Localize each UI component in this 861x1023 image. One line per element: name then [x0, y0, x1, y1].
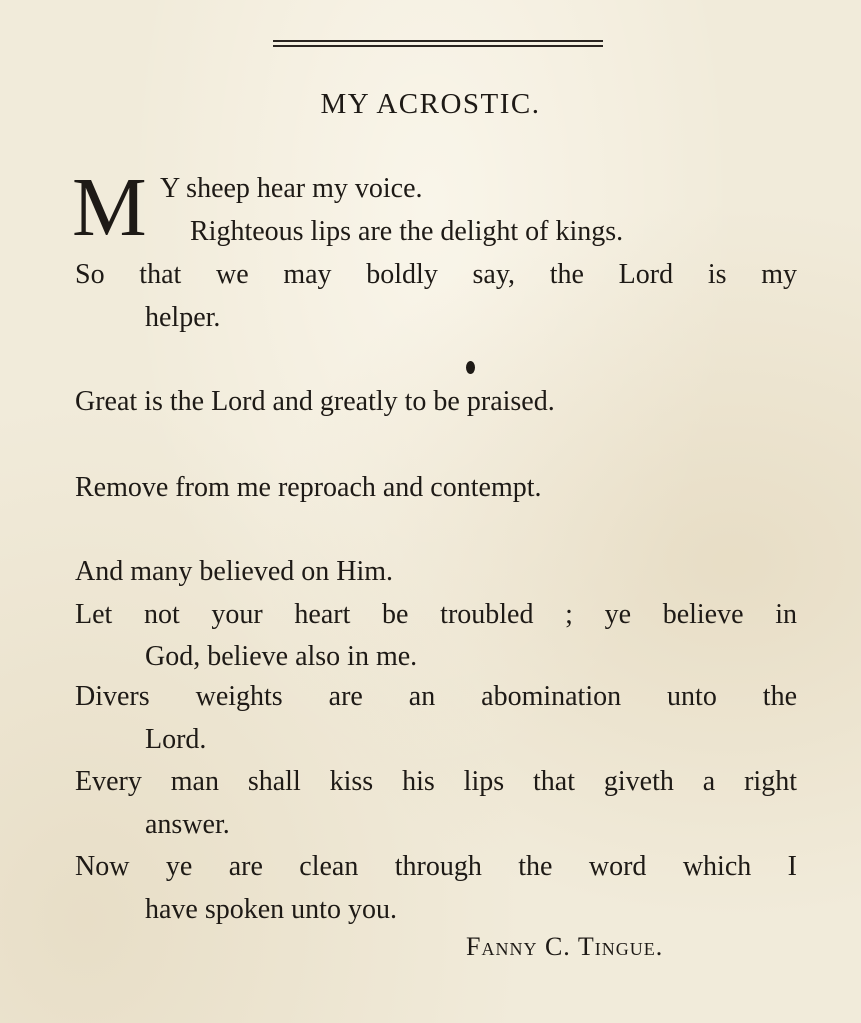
- poem-line-1: Y sheep hear my voice.: [160, 173, 423, 204]
- poem-line-8: Divers weights are an abomination unto the: [75, 681, 797, 712]
- top-rule: [273, 40, 603, 42]
- top-rule-second: [273, 45, 603, 47]
- poem-line-10: Now ye are clean through the word which I: [75, 851, 797, 882]
- poem-line-5: Remove from me reproach and contempt.: [75, 472, 542, 503]
- poem-line-3: So that we may boldly say, the Lord is my: [75, 259, 797, 290]
- ink-blot: [466, 361, 475, 374]
- poem-line-6: And many believed on Him.: [75, 556, 394, 587]
- poem-line-7-cont: God, believe also in me.: [145, 641, 418, 672]
- poem-line-9: Every man shall kiss his lips that giveth a right: [75, 766, 797, 797]
- author-signature: Fanny C. Tingue.: [466, 932, 664, 961]
- poem-line-2: Righteous lips are the delight of kings.: [190, 216, 624, 247]
- drop-cap: M: [72, 161, 147, 254]
- poem-line-9-cont: answer.: [145, 809, 230, 840]
- poem-line-4: Great is the Lord and greatly to be praised.: [75, 386, 555, 417]
- poem-line-10-cont: have spoken unto you.: [145, 894, 397, 925]
- poem-line-8-cont: Lord.: [145, 724, 207, 755]
- poem-line-3-cont: helper.: [145, 302, 221, 333]
- poem-title: MY ACROSTIC.: [320, 88, 541, 120]
- poem-line-7: Let not your heart be troubled ; ye believe in: [75, 599, 797, 630]
